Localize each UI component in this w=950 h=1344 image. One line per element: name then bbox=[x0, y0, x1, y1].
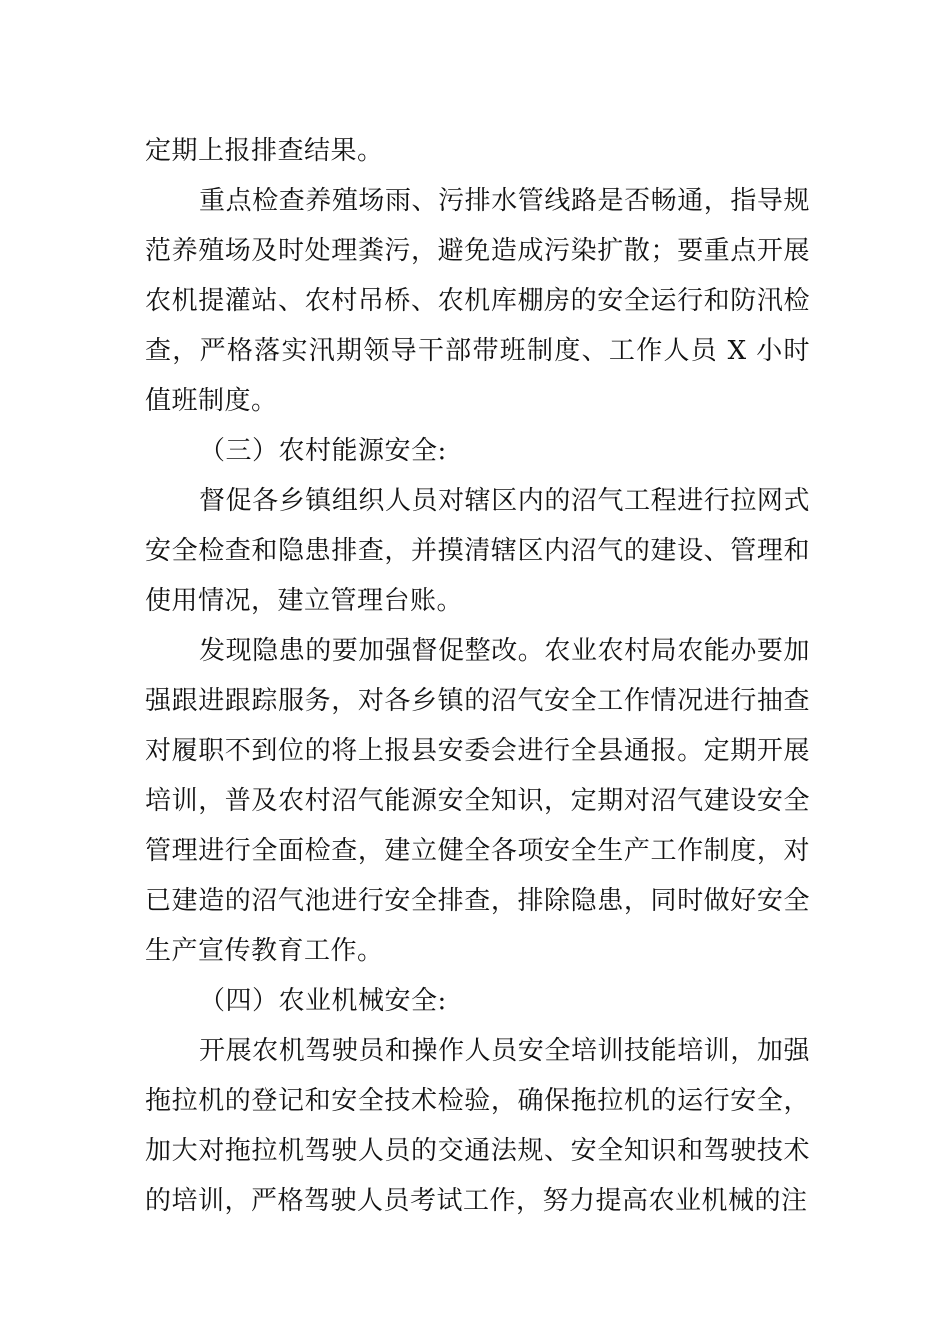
paragraph-hazard-rectification: 发现隐患的要加强督促整改。农业农村局农能办要加强跟进跟踪服务，对各乡镇的沼气安全工作情况进行抽查对履职不到位的将上报县安委会进行全县通报。定期开展培训，普及农村沼气能源安全知识，定期对沼气建设安全管理进行全面检查，建立健全各项安全生产工作制度，对已建造的沼气池进行安全排查，排除隐患，同时做好安全生产宣传教育工作。 bbox=[145, 636, 810, 966]
paragraph-flood-inspection: 重点检查养殖场雨、污排水管线路是否畅通，指导规范养殖场及时处理粪污，避免造成污染扩散；要重点开展农机提灌站、农村吊桥、农机库棚房的安全运行和防汛检查，严格落实汛期领导干部带班制度、工作人员 X 小时值班制度。 bbox=[145, 186, 810, 416]
section-heading-agri-machinery: （四）农业机械安全: bbox=[199, 986, 447, 1016]
paragraph-biogas-inspection: 督促各乡镇组织人员对辖区内的沼气工程进行拉网式安全检查和隐患排查，并摸清辖区内沼气的建设、管理和使用情况，建立管理台账。 bbox=[145, 486, 810, 616]
section-heading-rural-energy: （三）农村能源安全: bbox=[199, 436, 447, 466]
document-body bbox=[145, 126, 810, 1226]
paragraph-continuation: 定期上报排查结果。 bbox=[145, 136, 384, 166]
paragraph-machinery-training: 开展农机驾驶员和操作人员安全培训技能培训，加强拖拉机的登记和安全技术检验，确保拖拉机的运行安全，加大对拖拉机驾驶人员的交通法规、安全知识和驾驶技术的培训，严格驾驶人员考试工作，努力提高农业机械的注 bbox=[145, 1036, 810, 1216]
